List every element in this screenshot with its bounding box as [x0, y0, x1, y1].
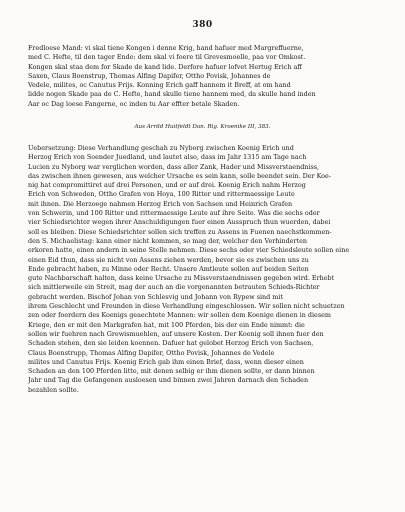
translation-line: ihrem Geschlecht und Freunden in diese Verhandlung eingeschlossen. Wir sollen nicht schuetzen — [28, 302, 345, 311]
translation-line: milites und Canutus Frijs. Koenig Erich gab ihm einen Brief, dass, wenn dieser einen — [28, 357, 304, 366]
quote-line: Saxen, Claus Boenstrup, Thomas Alfing Dapifer, Ottho Povisk, Johannes de — [28, 71, 271, 80]
translation-line: Kriege, den er mit den Markgrafen hat, mit 100 Pferden, bis der ein Ende nimmt: die — [28, 320, 305, 329]
translation-line: bezahlen sollte. — [28, 385, 79, 394]
quote-line: Kongen skal staa dem for Skade de kand lide. Derfore hafuer lofvet Hertug Erich aff — [28, 62, 302, 71]
translation-line: gebracht werden. Bischof Johan von Schlesvig und Johann von Rypew sind mit — [28, 292, 283, 301]
translation-line: gute Nachbarschaft halten, dass keine Ursache zu Missverstaendnissen gegeben wird. Erhebt — [28, 274, 335, 283]
translation-line: soll es bleiben. Diese Schiedsrichter sollen sich treffen zu Assens in Fuenen naechstkommen- — [28, 227, 332, 236]
quote-line: Aar oc Dag loese Fangerne, oc inden tu Aar effter betale Skaden. — [28, 99, 240, 108]
translation-block — [28, 144, 378, 395]
translation-line: einen Eid thun, dass sie nicht von Assens ziehen werden, bevor sie es zwischen uns zu — [28, 255, 309, 264]
translation-line: das zwischen ihnen gewesen, aus welcher Ursache es sein kann, solle beendet sein. Der Koe- — [28, 171, 331, 180]
translation-line: Uebersetzung: Diese Verhandlung geschah zu Nyborg zwischen Koenig Erich und — [28, 144, 294, 152]
quote-line: Vedele, milites, oc Canutus Frijs. Konning Erich gaff hannem it Breff, at om hand — [28, 81, 291, 90]
translation-line: vier Schiedsrichter wegen ihrer Anschuldigungen fuer einen Ausspruch thun wuerden, dabei — [28, 218, 331, 227]
quote-line: lidde nogen Skade paa de C. Hefte, hand skulle tiene hannem med, da skulle hand inden — [28, 90, 316, 99]
translation-line: Schaden stehen, den sie leiden koennen. Dafuer hat gelobet Herzog Erich von Sachsen, — [28, 339, 314, 348]
quote-line: Fredloese Mand: vi skal tiene Kongen i denne Krig, hand hafuer med Margreffuerne, — [28, 44, 304, 52]
translation-line: von Schwerin, und 100 Ritter und rittermaessige Leute auf ihre Seite. Was die sechs oder — [28, 209, 320, 218]
translation-line: Claus Boenstrupp, Thomas Alfing Dapifer, Ottho Povisk, Johannes de Vedele — [28, 348, 275, 357]
translation-line: mit ihnen. Die Herzoege nahmen Herzog Erich von Sachsen und Heinrich Grafen — [28, 199, 293, 208]
translation-line: sich mittlerweile ein Streit, mag der auch an die vorgenannten betrauten Schieds-Richter — [28, 283, 320, 292]
quote-line: med C. Hefte, til den tager Ende: dem skal vi foere til Grevesmoelle, paa vor Omkost. — [28, 53, 306, 62]
translation-line: Herzog Erich von Soender Juedland, und lautet also, dass im Jahr 1315 am Tage nach — [28, 153, 307, 162]
danish-quote-block — [28, 44, 378, 109]
translation-line: sollen wir fuehren nach Grewismuehlen, auf unsere Kosten. Der Koenig soll ihnen fuer den — [28, 329, 324, 338]
translation-line: erkoren hatte, einen andern in seine Stelle nehmen. Diese sechs oder vier Schiedsleute sollen eine — [28, 246, 350, 255]
citation: Aus Arrild Huitfeldt Dan. Rig. Kroenike III, 383. — [134, 124, 271, 130]
translation-line: Schaden an den 100 Pferden litte, mit denen selbig er ihm dienen sollte, er dann binnen — [28, 367, 315, 376]
translation-line: Lucien zu Nyborg war verglichen worden, dass aller Zank, Hader und Missverstaendniss, — [28, 162, 320, 171]
translation-line: nig hat compromittiret auf drei Personen, und er auf drei. Koenig Erich nahm Herzog — [28, 181, 306, 190]
translation-line: den S. Michaelistag: kann einer nicht kommen, so mag der, welcher den Verhinderten — [28, 236, 307, 245]
translation-line: zen oder foerdern des Koenigs geaechtete Mannen: wir sollen dem Koenige dienen in diesem — [28, 311, 331, 320]
translation-line: Jahr und Tag die Gefangenen ausloesen und binnen zwei Jahren darnach den Schaden — [28, 376, 309, 385]
page-number: 380 — [192, 20, 213, 30]
translation-line: Ende gebracht haben, zu Minne oder Recht. Unsere Amtleute sollen auf beiden Seiten — [28, 264, 309, 273]
translation-line: Erich von Schweden, Ottho Grafen von Hoya, 100 Ritter und rittermaessige Leute — [28, 190, 295, 199]
